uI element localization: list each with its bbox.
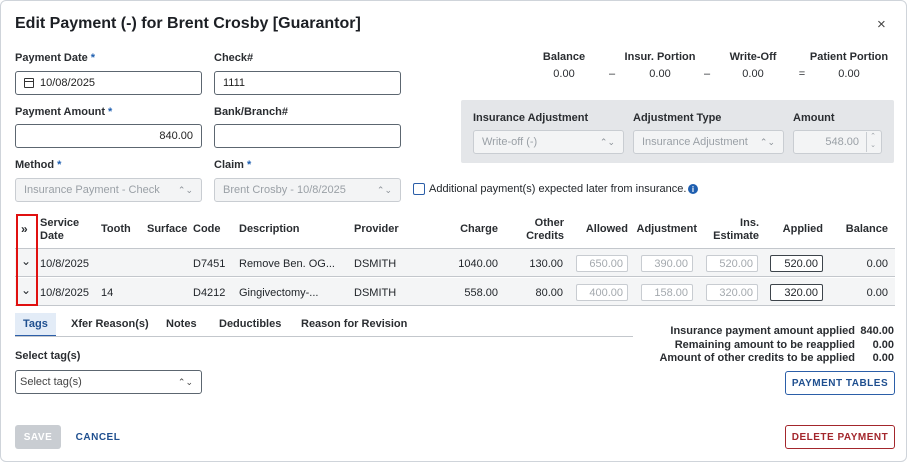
check-input[interactable]: 1111	[214, 71, 401, 95]
equals-sign: =	[798, 68, 806, 80]
adjustment-input[interactable]: 390.00	[641, 255, 693, 272]
chevron-updown-icon: ⌃⌄	[177, 376, 193, 387]
col-applied: Applied	[782, 223, 823, 235]
minus-sign: –	[608, 68, 616, 80]
col-service-date: Service Date	[40, 217, 80, 242]
row-charge: 558.00	[464, 287, 498, 299]
required-mark: *	[246, 159, 252, 171]
col-description: Description	[239, 223, 300, 235]
col-provider: Provider	[354, 223, 399, 235]
payment-date-input[interactable]	[15, 71, 202, 95]
row-service-date: 10/8/2025	[40, 258, 89, 270]
expand-row-icon[interactable]: ⌄	[21, 254, 32, 268]
tab-deductibles[interactable]: Deductibles	[219, 318, 282, 330]
claim-value: Brent Crosby - 10/8/2025	[223, 184, 346, 196]
tab-tags[interactable]: Tags	[15, 313, 56, 337]
ins-estimate-input[interactable]: 520.00	[706, 255, 758, 272]
row-code: D4212	[193, 287, 226, 299]
row-provider: DSMITH	[354, 287, 397, 299]
dialog-title: Edit Payment (-) for Brent Crosby [Guarantor]	[15, 15, 361, 32]
other-credits-label: Amount of other credits to be applied	[659, 352, 855, 364]
adjustment-type-select[interactable]	[633, 130, 784, 154]
row-balance: 0.00	[866, 287, 888, 299]
row-charge: 1040.00	[458, 258, 498, 270]
additional-payment-checkbox[interactable]	[413, 183, 425, 195]
chevron-updown-icon: ⌃⌄	[376, 184, 392, 195]
select-tags-label: Select tag(s)	[15, 350, 81, 362]
tab-reason-for-revision[interactable]: Reason for Revision	[301, 318, 408, 330]
tab-divider	[15, 336, 633, 337]
ins-estimate-input[interactable]: 320.00	[706, 284, 758, 301]
cancel-button[interactable]: CANCEL	[75, 431, 121, 443]
applied-input[interactable]: 520.00	[770, 255, 823, 272]
claim-label: Claim *	[214, 159, 252, 171]
claim-select[interactable]	[214, 178, 401, 202]
insur-portion-value: 0.00	[649, 68, 671, 80]
adjustment-type-label: Adjustment Type	[633, 112, 722, 124]
reapplied-value: 0.00	[872, 339, 894, 351]
adjustment-input[interactable]: 158.00	[641, 284, 693, 301]
insurance-adjustment-label: Insurance Adjustment	[473, 112, 589, 124]
tab-notes[interactable]: Notes	[166, 318, 197, 330]
calendar-icon[interactable]	[24, 78, 34, 88]
insur-portion-label: Insur. Portion	[624, 51, 696, 63]
tags-select[interactable]	[15, 370, 202, 394]
row-other-credits: 130.00	[529, 258, 563, 270]
expand-row-icon[interactable]: ⌄	[21, 283, 32, 297]
adjustment-type-value: Insurance Adjustment	[642, 136, 748, 148]
check-label: Check#	[214, 52, 254, 64]
col-allowed: Allowed	[585, 223, 628, 235]
payment-tables-button[interactable]: PAYMENT TABLES	[785, 371, 895, 395]
minus-sign: –	[703, 68, 711, 80]
amount-label: Amount	[793, 112, 835, 124]
required-mark: *	[90, 52, 96, 64]
balance-label: Balance	[542, 51, 586, 63]
info-icon[interactable]: i	[688, 184, 698, 194]
row-description: Gingivectomy-...	[239, 287, 319, 299]
payment-date-value: 10/08/2025	[40, 77, 96, 89]
payment-amount-input[interactable]: 840.00	[15, 124, 202, 148]
row-tooth: 14	[101, 287, 114, 299]
col-adjustment: Adjustment	[636, 223, 697, 235]
col-code: Code	[193, 223, 221, 235]
writeoff-label: Write-Off	[729, 51, 777, 63]
reapplied-label: Remaining amount to be reapplied	[674, 339, 855, 351]
required-mark: *	[57, 159, 62, 171]
allowed-input[interactable]: 400.00	[576, 284, 628, 301]
method-select[interactable]	[15, 178, 202, 202]
col-balance: Balance	[845, 223, 888, 235]
allowed-input[interactable]: 650.00	[576, 255, 628, 272]
applied-input[interactable]: 320.00	[770, 284, 823, 301]
additional-payment-label: Additional payment(s) expected later from insurance.	[429, 183, 687, 195]
patient-portion-value: 0.00	[838, 68, 860, 80]
delete-payment-button[interactable]: DELETE PAYMENT	[785, 425, 895, 449]
col-tooth: Tooth	[101, 223, 131, 235]
chevron-updown-icon: ⌃⌄	[599, 136, 615, 147]
row-other-credits: 80.00	[535, 287, 563, 299]
highlight-box	[16, 214, 38, 306]
col-other-credits: Other Credits	[526, 217, 564, 242]
applied-total-label: Insurance payment amount applied	[670, 325, 855, 337]
insurance-adjustment-value: Write-off (-)	[482, 136, 538, 148]
method-value: Insurance Payment - Check	[24, 184, 160, 196]
writeoff-value: 0.00	[742, 68, 764, 80]
bank-input[interactable]	[214, 124, 401, 148]
row-description: Remove Ben. OG...	[239, 258, 335, 270]
expand-all-icon[interactable]: »	[21, 222, 28, 236]
amount-stepper[interactable]: ⌃ ⌄	[866, 132, 879, 152]
row-service-date: 10/8/2025	[40, 287, 89, 299]
chevron-updown-icon: ⌃⌄	[177, 184, 193, 195]
col-ins-estimate: Ins. Estimate	[713, 217, 759, 242]
insurance-adjustment-select[interactable]	[473, 130, 624, 154]
tags-placeholder: Select tag(s)	[20, 376, 82, 388]
col-surface: Surface	[147, 223, 188, 235]
bank-label: Bank/Branch#	[214, 106, 288, 118]
save-button[interactable]: SAVE	[15, 425, 61, 449]
payment-amount-label: Payment Amount *	[15, 106, 113, 118]
other-credits-value: 0.00	[872, 352, 894, 364]
row-code: D7451	[193, 258, 226, 270]
col-charge: Charge	[460, 223, 498, 235]
required-mark: *	[108, 106, 113, 118]
method-label: Method *	[15, 159, 62, 171]
amount-value: 548.00	[825, 136, 859, 148]
chevron-updown-icon: ⌃⌄	[759, 136, 775, 147]
row-provider: DSMITH	[354, 258, 397, 270]
payment-date-label: Payment Date *	[15, 52, 96, 64]
balance-value: 0.00	[553, 68, 575, 80]
close-icon[interactable]: ×	[877, 16, 886, 33]
tab-xfer-reasons[interactable]: Xfer Reason(s)	[71, 318, 149, 330]
row-balance: 0.00	[866, 258, 888, 270]
applied-total-value: 840.00	[860, 325, 894, 337]
patient-portion-label: Patient Portion	[809, 51, 889, 63]
